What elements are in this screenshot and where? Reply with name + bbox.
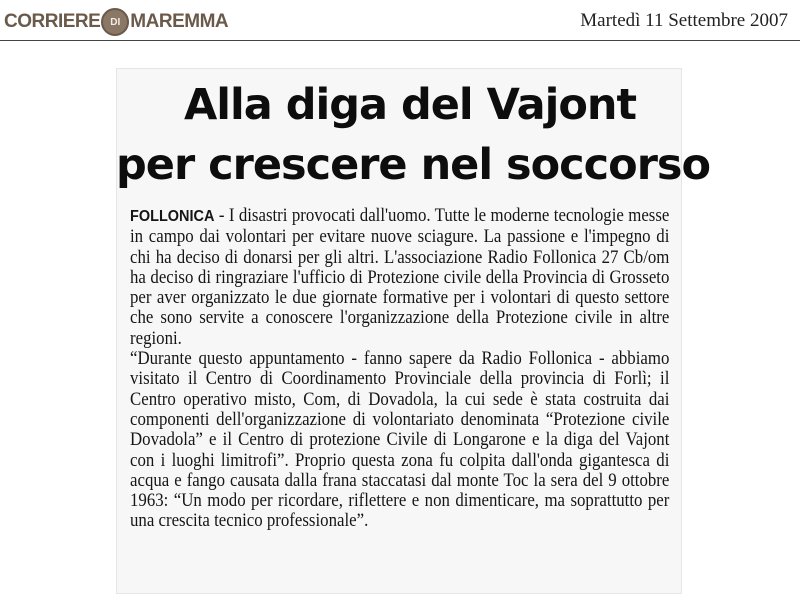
article-paragraph-2: “Durante questo appuntamento - fanno sapere da Radio Follonica - abbiamo visitato il Centro di Coordinamento Provinciale della provincia di Forlì; il Centro operativo misto, Com, di Dovadola, la cui sede è stata costruita dai componenti dell'organizzazione di volontariato denominata “Protezione civile Dovadola” e il Centro di protezione Civile di Longarone e la diga del Vajont con i luoghi limitrofi”. Proprio questa zona fu colpita dall'onda gigantesca di acqua e fango causata dalla frana staccatasi dal monte Toc la sera del 9 ottobre 1963: “Un modo per ricordare, riflettere e non dimenticare, ma soprattutto per una crescita tecnico professionale”. <box>130 348 670 532</box>
article-paragraph-1-text: - I disastri provocati dall'uomo. Tutte le moderne tecnologie messe in campo dai volontari per evitare nuove sciagure. La passione e l'impegno di chi ha deciso di donarsi per gli altri. L'associazione Radio Follonica 27 Cb/om ha deciso di ringraziare l'ufficio di Protezione civile della Provincia di Grosseto per aver organizzato le due giornate formative per i volontari di questo settore che sono servite a conoscere l'organizzazione della Protezione civile in altre regioni. <box>130 205 670 349</box>
logo-text-left: CORRIERE <box>4 11 101 32</box>
article-body <box>130 206 669 532</box>
masthead-divider <box>0 40 800 41</box>
article-paragraph-1 <box>130 206 669 349</box>
newspaper-logo <box>4 8 228 36</box>
dateline-place: FOLLONICA <box>130 208 215 225</box>
publication-date: Martedì 11 Settembre 2007 <box>580 10 788 31</box>
article-clipping <box>116 68 711 594</box>
logo-text-right: MAREMMA <box>130 11 229 32</box>
masthead <box>0 0 800 46</box>
headline-line-2: per crescere nel soccorso <box>116 140 711 190</box>
logo-seal-icon: DI <box>101 8 129 36</box>
headline-line-1: Alla diga del Vajont <box>183 80 637 130</box>
